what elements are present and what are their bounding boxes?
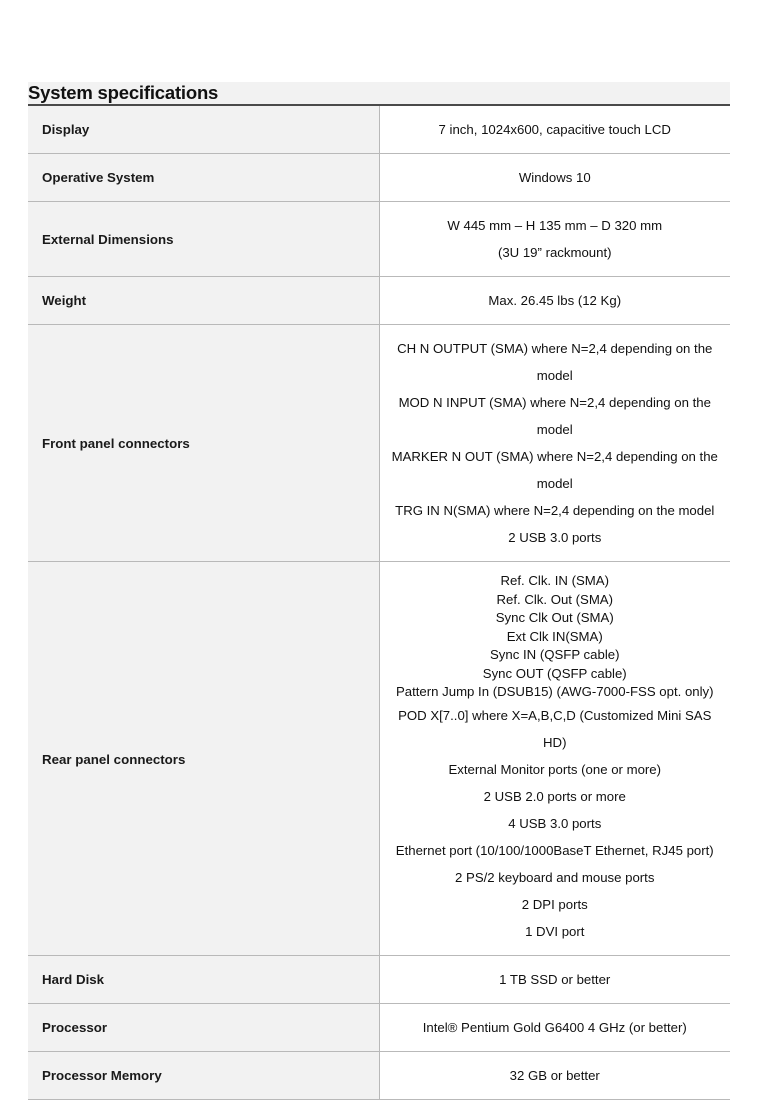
table-row [28, 562, 730, 956]
value-line: (3U 19” rackmount) [497, 245, 612, 260]
spec-value-hard-disk [379, 955, 730, 1003]
value-line: Sync OUT (QSFP cable) [482, 665, 627, 681]
spec-value-processor [379, 1003, 730, 1051]
table-row [28, 955, 730, 1003]
title-blank-cell [379, 82, 730, 105]
spec-label-external-dimensions: External Dimensions [28, 202, 379, 277]
value-line: Ref. Clk. Out (SMA) [496, 591, 613, 607]
spec-label-display: Display [28, 105, 379, 154]
spec-value-weight [379, 277, 730, 325]
value-line: 2 USB 3.0 ports [508, 530, 602, 545]
value-line: 2 DPI ports [521, 896, 588, 912]
spec-label-processor: Processor [28, 1003, 379, 1051]
spec-label-rear-panel-connectors: Rear panel connectors [28, 562, 379, 956]
value-line: 2 USB 2.0 ports or more [483, 788, 626, 804]
value-line: TRG IN N(SMA) where N=2,4 depending on the model [395, 503, 715, 518]
value-line: 32 GB or better [509, 1067, 600, 1083]
table-row [28, 325, 730, 562]
spec-value-operative-system [379, 154, 730, 202]
value-line: Sync IN (QSFP cable) [490, 647, 620, 662]
value-line: MOD N INPUT (SMA) where N=2,4 depending on the model [398, 395, 711, 437]
spec-value-rear-panel-connectors [379, 562, 730, 956]
value-line: Intel® Pentium Gold G6400 4 GHz (or better) [422, 1019, 687, 1035]
value-line: 7 inch, 1024x600, capacitive touch LCD [438, 122, 671, 137]
value-line: CH N OUTPUT (SMA) where N=2,4 depending on the model [397, 341, 713, 383]
table-row [28, 105, 730, 154]
table-row [28, 277, 730, 325]
value-line: External Monitor ports (one or more) [448, 761, 662, 777]
spec-label-processor-memory: Processor Memory [28, 1051, 379, 1099]
table-row [28, 1003, 730, 1051]
value-line: MARKER N OUT (SMA) where N=2,4 depending on the model [391, 449, 718, 491]
spec-value-display [379, 105, 730, 154]
spec-label-operative-system: Operative System [28, 154, 379, 202]
spec-label-front-panel-connectors: Front panel connectors [28, 325, 379, 562]
value-line: Sync Clk Out (SMA) [495, 610, 614, 625]
table-row [28, 154, 730, 202]
spec-label-weight: Weight [28, 277, 379, 325]
spec-value-processor-memory [379, 1051, 730, 1099]
spec-value-front-panel-connectors [379, 325, 730, 562]
value-line: 1 DVI port [525, 923, 585, 939]
value-line: 1 TB SSD or better [499, 971, 611, 987]
value-line: Ext Clk IN(SMA) [506, 628, 603, 644]
spec-label-hard-disk: Hard Disk [28, 955, 379, 1003]
table-title-row [28, 82, 730, 105]
value-line: Windows 10 [518, 170, 591, 185]
system-specifications-table [28, 82, 730, 1100]
table-row [28, 1051, 730, 1099]
value-line: POD X[7..0] where X=A,B,C,D (Customized Mini SAS HD) [398, 707, 712, 750]
value-line: Ethernet port (10/100/1000BaseT Ethernet, RJ45 port) [395, 842, 714, 858]
value-line: Ref. Clk. IN (SMA) [500, 573, 609, 588]
spec-value-external-dimensions [379, 202, 730, 277]
page-title: System specifications [28, 82, 379, 105]
value-line: W 445 mm – H 135 mm – D 320 mm [447, 218, 663, 233]
table-row [28, 202, 730, 277]
value-line: Max. 26.45 lbs (12 Kg) [488, 293, 622, 308]
value-line: 4 USB 3.0 ports [508, 815, 602, 831]
value-line: Pattern Jump In (DSUB15) (AWG-7000-FSS opt. only) [395, 684, 714, 699]
value-line: 2 PS/2 keyboard and mouse ports [455, 869, 655, 885]
